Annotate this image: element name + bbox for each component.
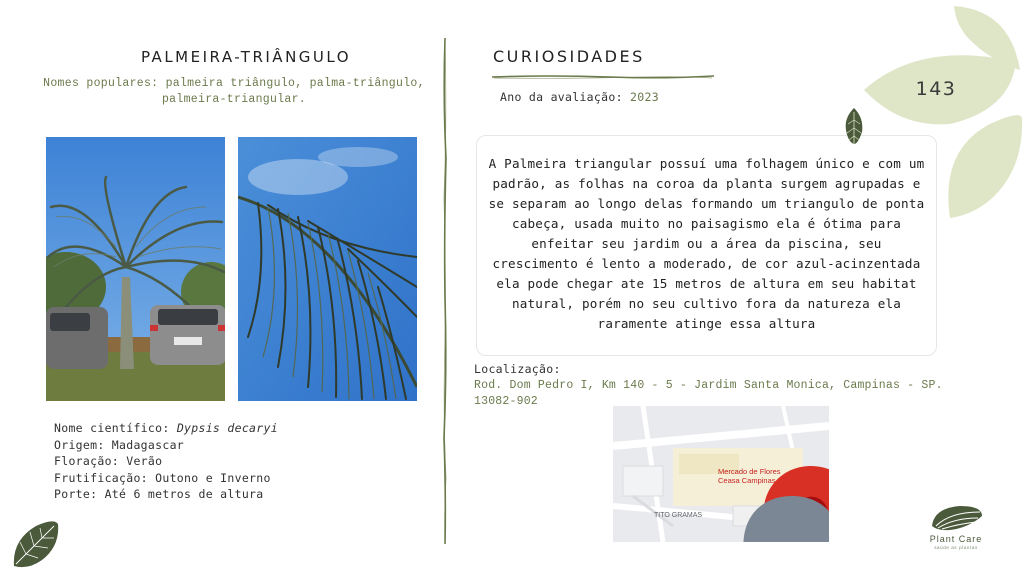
curiosities-title: CURIOSIDADES [493,47,645,66]
plant-facts [54,420,434,503]
flowering: Floração: Verão [54,454,163,469]
leaf-icon [842,106,866,146]
evaluation-year [500,90,659,104]
location-label: Localização: [474,362,561,376]
year-value: 2023 [630,90,659,104]
origin: Origem: Madagascar [54,437,185,452]
description-text: A Palmeira triangular possuí uma folhagem único e com um padrão, as folhas na coroa da planta surgem agrupadas e se separam ao longo delas formando um triangulo de ponta cabeça, usada muito no paisagismo ela é ótima para enfeitar seu jardim ou a área da piscina, seu crescimento é lento a moderado, de cor azul-acinzentada ela pode chegar ate 15 metros de altura em seu habitat natural, porém no seu cultivo fora da natureza ela raramente atinge essa altura [488,156,925,331]
page-number: 143 [915,78,957,100]
map-place-line1: Mercado de Flores [718,467,781,476]
scientific-name-row [54,420,434,437]
brand-tagline: saúde as plantas [934,545,978,550]
scientific-name-value: Dypsis decaryi [176,421,278,435]
scientific-name-label: Nome científico: [54,421,170,435]
leaf-icon [10,520,60,570]
decorative-leaves [860,0,1024,225]
map-place-name [718,467,781,485]
title-underline [490,68,716,76]
nearby-pin-icon [684,496,829,542]
column-divider [438,38,452,544]
plant-photo-frond [238,137,417,401]
plant-title: PALMEIRA-TRIÂNGULO [140,48,352,66]
popular-names: Nomes populares: palmeira triângulo, palma-triângulo, palmeira-triangular. [43,77,425,106]
map-nearby-label: TITO GRAMAS [654,512,703,519]
brand-name: Plant Care [929,534,983,544]
year-label: Ano da avaliação: [500,90,623,104]
location-map[interactable] [613,406,829,542]
fruiting: Frutificação: Outono e Inverno [54,470,271,485]
plant-size: Porte: Até 6 metros de altura [54,487,264,502]
map-place-line2: Ceasa Campinas [718,476,776,485]
plant-photo-full [46,137,225,401]
location-address: Rod. Dom Pedro I, Km 140 - 5 - Jardim Santa Monica, Campinas - SP. 13082-902 [474,379,943,408]
